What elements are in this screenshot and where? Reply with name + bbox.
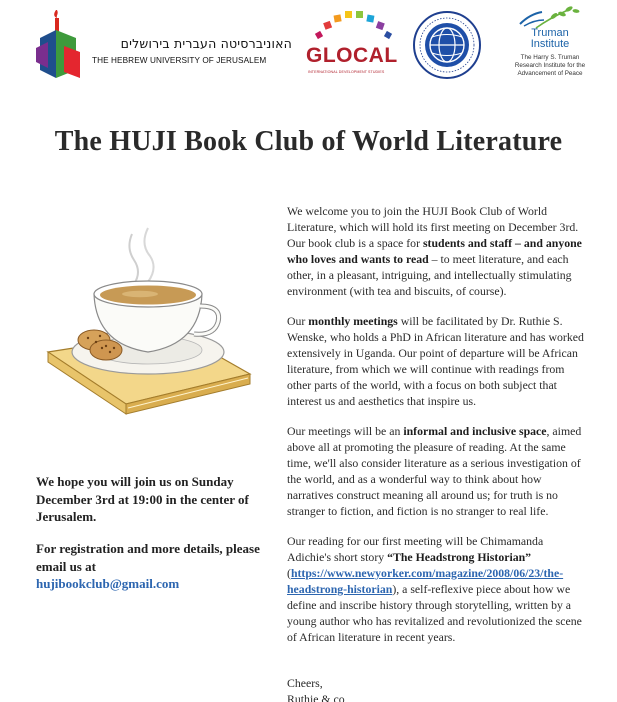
truman-desc-line: Advancement of Peace — [517, 70, 583, 77]
truman-institute-logo — [500, 4, 600, 94]
text-run: We welcome you to join the HUJI Book Club of World Literature, which will hold its first meeting on December 3rd. Our book club is a space for — [287, 204, 579, 250]
international-relations-seal-logo — [412, 10, 482, 80]
glocal-subtitle: INTERNATIONAL DEVELOPMENT STUDIES — [308, 70, 385, 74]
text-run: Our — [287, 314, 309, 328]
truman-desc-line: Research Institute for the — [514, 62, 586, 69]
story-title: “The Headstrong Historian” — [387, 550, 532, 564]
page-title: The HUJI Book Club of World Literature — [54, 126, 563, 157]
story-link[interactable]: https://www.newyorker.com/magazine/2008/06/23/the-headstrong-historian — [287, 566, 564, 596]
truman-desc-line: The Harry S. Truman — [520, 54, 580, 61]
truman-name: Truman — [531, 27, 569, 39]
truman-description — [500, 54, 600, 78]
signoff-greeting: Cheers, — [287, 676, 323, 690]
reading-paragraph — [287, 533, 587, 645]
text-emphasis: informal and inclusive space — [403, 424, 547, 438]
intro-paragraph — [287, 203, 587, 299]
teacup-on-book-illustration — [36, 224, 256, 424]
huji-hebrew-name: האוניברסיטה העברית בירושלים — [120, 36, 292, 51]
text-emphasis: students and staff – and anyone who loves and wants to read — [287, 236, 582, 266]
glocal-dots-icon — [302, 8, 402, 44]
signoff-signature: Ruthie & co — [287, 692, 345, 702]
text-run: ( — [287, 566, 291, 580]
text-run: , aimed above all at promoting the pleasure of reading. At the same time, we'll also consider literature as a serious investigation of the world, and as a wonderful way to think about how narratives construct meaning all around us; for truth is no stranger to fiction, and fiction is no stranger to real life. — [287, 424, 582, 518]
text-run: – to meet literature, and each other, in a pleasant, intriguing, and intellectually stimulating environment (with tea and biscuits, of course). — [287, 252, 572, 298]
huji-wordmark — [92, 36, 292, 65]
text-run: will be facilitated by Dr. Ruthie S. Wenske, who holds a PhD in African literature and has worked extensively in Uganda. Our point of departure will be African literature, from which we will continue with readings from other parts of the world, with a focus on both subject that interest us and aesthetics that inspire us. — [287, 314, 584, 408]
text-emphasis: monthly meetings — [308, 314, 398, 328]
registration-info — [36, 540, 266, 593]
huji-emblem-icon — [34, 8, 82, 80]
event-invitation: We hope you will join us on Sunday December 3rd at 19:00 in the center of Jerusalem. — [36, 474, 249, 524]
signoff — [287, 675, 587, 702]
body-text — [287, 203, 587, 702]
glocal-wordmark: GLOCAL — [306, 44, 398, 67]
text-run: ), a self-reflexive piece about how we define and inscribe history through storytelling, written by a young author who has revitalized and revolutionized the scene of African literature in recent years. — [287, 582, 582, 644]
text-run: Our meetings will be an — [287, 424, 404, 438]
registration-prefix: For registration and more details, please email us at — [36, 541, 260, 574]
truman-institute-label: Institute — [530, 38, 570, 50]
hebrew-university-logo — [34, 8, 292, 80]
glocal-logo — [302, 8, 402, 80]
contact-email-link[interactable]: hujibookclub@gmail.com — [36, 576, 180, 591]
space-paragraph — [287, 423, 587, 519]
seal-icon — [412, 10, 482, 80]
huji-english-name: THE HEBREW UNIVERSITY OF JERUSALEM — [92, 56, 267, 65]
text-run: Our reading for our first meeting will be Chimamanda Adichie's short story — [287, 534, 544, 564]
meetings-paragraph — [287, 313, 587, 409]
